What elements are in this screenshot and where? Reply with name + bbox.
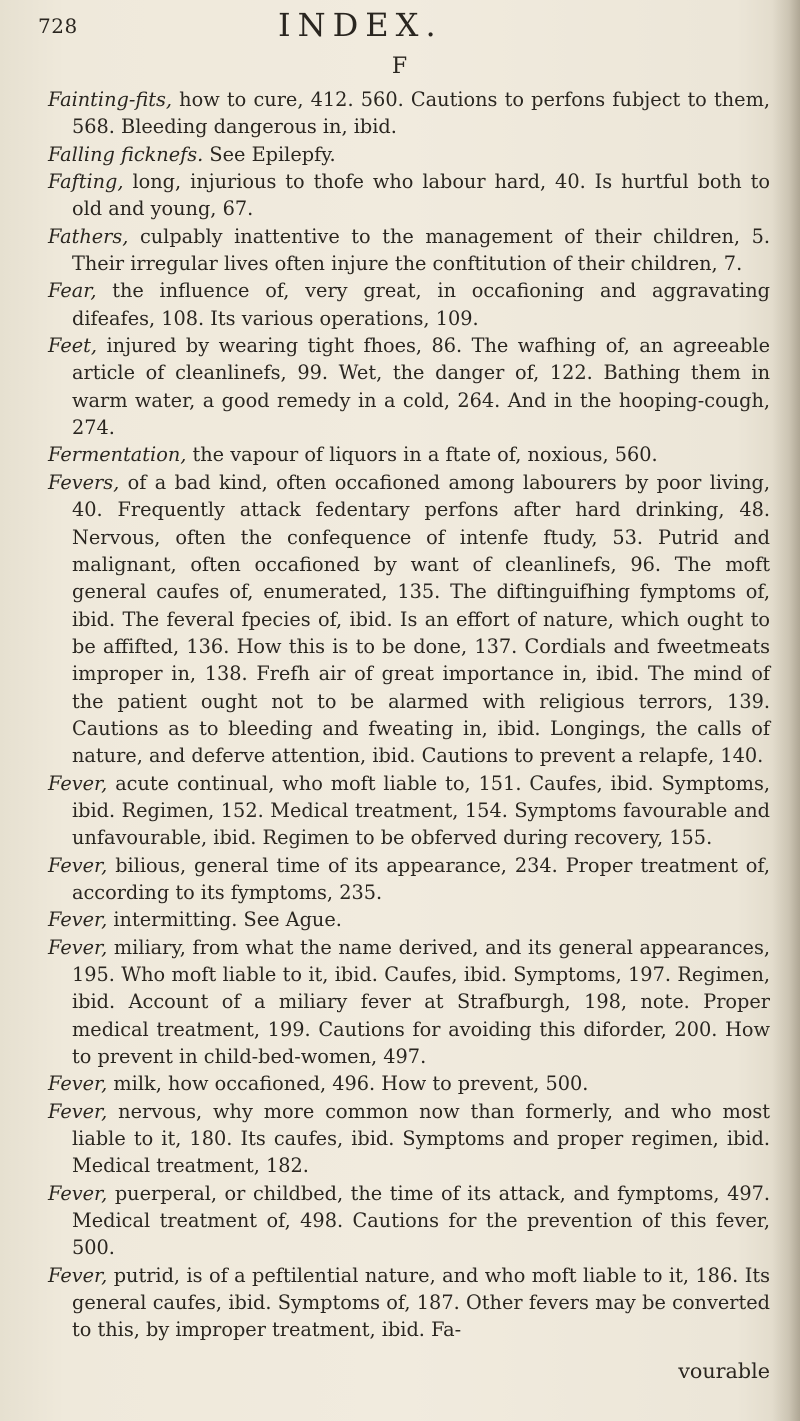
entry-text: See Epilepfy.	[203, 142, 336, 166]
entry-text: putrid, is of a peftilential nature, and who moft liable to it, 186. Its general caufes, ibid. Symptoms of, 187. Other fevers may be converted to this, by improper treatment, ibid. Fa-	[72, 1263, 770, 1342]
index-entry	[48, 1262, 770, 1344]
entry-term: Fever,	[48, 935, 108, 959]
catchword: vourable	[678, 1359, 770, 1383]
entry-term: Fever,	[48, 1072, 108, 1096]
entry-term: Fever,	[48, 771, 108, 795]
index-entry	[48, 332, 770, 441]
entry-text: bilious, general time of its appearance, 234. Proper treatment of, according to its fymptoms, 235.	[72, 853, 770, 904]
index-entry	[48, 906, 770, 933]
index-entry	[48, 1180, 770, 1262]
entry-term: Fever,	[48, 1181, 108, 1205]
entry-term: Fear,	[48, 279, 97, 303]
entry-term: Fathers,	[48, 224, 129, 248]
entry-text: acute continual, who moft liable to, 151. Caufes, ibid. Symptoms, ibid. Regimen, 152. Medical treatment, 154. Symptoms favourable and unfavourable, ibid. Regimen to be obferved during recovery, 155.	[72, 771, 770, 850]
entry-text: injured by wearing tight fhoes, 86. The wafhing of, an agreeable article of cleanlinefs, 99. Wet, the danger of, 122. Bathing them in warm water, a good remedy in a cold, 264. And in the hooping-cough, 274.	[72, 334, 770, 440]
index-entry	[48, 1098, 770, 1180]
entry-text: the vapour of liquors in a ftate of, noxious, 560.	[186, 443, 658, 467]
index-entry	[48, 441, 770, 468]
page-number: 728	[38, 14, 78, 38]
entry-term: Fever,	[48, 1099, 108, 1123]
index-entry	[48, 852, 770, 907]
index-entry	[48, 934, 770, 1071]
entry-text: intermitting. See Ague.	[107, 908, 342, 932]
entry-term: Falling ficknefs.	[48, 142, 204, 166]
index-entry	[48, 469, 770, 770]
entry-text: how to cure, 412. 560. Cautions to perfons fubject to them, 568. Bleeding dangerous in, ibid.	[72, 88, 770, 139]
index-entry	[48, 223, 770, 278]
entry-text: milk, how occafioned, 496. How to prevent, 500.	[107, 1072, 589, 1096]
index-entry	[48, 1070, 770, 1097]
index-entries	[48, 86, 770, 1344]
entry-text: miliary, from what the name derived, and its general appearances, 195. Who moft liable to it, ibid. Caufes, ibid. Symptoms, 197. Regimen, ibid. Account of a miliary fever at Strafburgh, 198, note. Proper medical treatment, 199. Cautions for avoiding this diforder, 200. How to prevent in child-bed-women, 497.	[72, 935, 770, 1069]
entry-term: Fermentation,	[48, 443, 187, 467]
section-letter: F	[391, 54, 409, 79]
page-edge-shadow	[772, 0, 800, 1421]
running-head: INDEX.	[278, 6, 443, 44]
entry-text: culpably inattentive to the management of their children, 5. Their irregular lives often injure the conftitution of their children, 7.	[72, 224, 770, 276]
page-header	[38, 6, 558, 46]
entry-term: Fever,	[48, 1263, 108, 1287]
index-entry	[48, 86, 770, 141]
entry-term: Fevers,	[48, 470, 120, 494]
entry-term: Fafting,	[48, 170, 124, 194]
entry-text: long, injurious to thofe who labour hard, 40. Is hurtful both to old and young, 67.	[72, 170, 770, 221]
entry-text: the influence of, very great, in occafioning and aggravating difeafes, 108. Its various operations, 109.	[72, 279, 770, 330]
entry-term: Fever,	[48, 908, 108, 932]
entry-term: Fever,	[48, 853, 108, 877]
entry-text: of a bad kind, often occafioned among labourers by poor living, 40. Frequently attack fedentary perfons after hard drinking, 48. Nervous, often the confequence of intenfe ftudy, 53. Putrid and malignant, often occafioned by want of cleanlinefs, 96. The moft general caufes of, enumerated, 135. The diftinguifhing fymptoms of, ibid. The feveral fpecies of, ibid. Is an effort of nature, which ought to be affifted, 136. How this is to be done, 137. Cordials and fweetmeats improper in, 138. Frefh air of great importance in, ibid. The mind of the patient ought not to be alarmed with religious terrors, 139. Cautions as to bleeding and fweating in, ibid. Longings, the calls of nature, and deferve attention, ibid. Cautions to prevent a relapfe, 140.	[72, 470, 770, 768]
entry-text: nervous, why more common now than formerly, and who most liable to it, 180. Its caufes, ibid. Symptoms and proper regimen, ibid. Medical treatment, 182.	[72, 1099, 770, 1178]
index-entry	[48, 168, 770, 223]
entry-text: puerperal, or childbed, the time of its attack, and fymptoms, 497. Medical treatment of, 498. Cautions for the prevention of this fever, 500.	[72, 1181, 770, 1260]
index-entry	[48, 770, 770, 852]
entry-term: Feet,	[48, 334, 98, 358]
entry-term: Fainting-fits,	[48, 88, 172, 111]
index-entry	[48, 141, 770, 168]
index-entry	[48, 277, 770, 332]
